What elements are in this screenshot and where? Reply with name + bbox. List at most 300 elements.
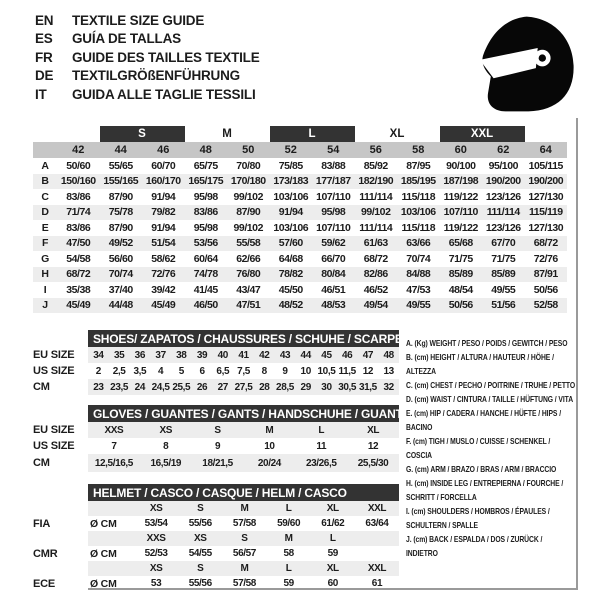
measure-cell: 46/50 [185,298,228,314]
helmet-table-title: HELMET / CASCO / CASQUE / HELM / CASCO [88,484,399,501]
size-label-cell: XL [326,563,339,574]
value-cell: 57/58 [232,578,256,589]
measure-cell: 111/114 [359,221,393,234]
value-cell: 53 [150,578,162,589]
value-cell: 30 [321,381,332,393]
value-cell: 26 [196,381,208,393]
size-label-cell: XXS [146,533,166,544]
language-code: FR [35,49,53,65]
value-cell: 44 [300,349,311,361]
measure-cell: 59/62 [312,236,355,252]
measure-cell: 47/53 [406,283,431,296]
size-number-cell: 50 [227,142,270,158]
measure-cell: 49/55 [491,283,516,296]
legend-item: J. (cm) BACK / ESPALDA / DOS / ZURÜCK / INDIETRO [406,534,543,558]
corner-cell [33,142,57,158]
row-letter: B [33,174,57,190]
gloves-row [33,454,399,472]
measure-cell: 99/102 [233,190,263,203]
measure-cell: 72/76 [533,252,558,265]
value-cell: 43 [279,349,291,361]
measure-cell: 82/86 [355,267,398,283]
gloves-table [33,405,406,472]
size-number-cell: 48 [185,142,228,158]
measure-cell: 72/76 [142,267,185,283]
value-cell: S [214,424,221,436]
value-cell: 3,5 [133,365,147,377]
measure-cell: 187/198 [440,174,483,190]
measure-cell: 66/70 [321,252,346,265]
helmet-size-row [33,531,399,546]
measure-cell: 60/70 [151,159,176,172]
size-label-cell: L [285,503,292,514]
measure-row [33,251,567,267]
measure-cell: 87/90 [227,205,270,221]
legend-item: B. (cm) HEIGHT / ALTURA / HAUTEUR / HÖHE / ALTEZZA [406,352,554,376]
measure-cell: 68/72 [57,267,100,283]
measure-cell: 99/102 [355,205,398,221]
value-cell: 11,5 [338,365,356,377]
measure-cell: 127/130 [528,190,564,203]
size-label-cell: S [197,563,204,574]
measure-cell: 83/88 [321,159,346,172]
measure-cell: 79/82 [142,205,185,221]
value-cell: 27,5 [234,381,253,393]
measure-cell: 71/75 [491,252,516,265]
row-label: CM [33,457,50,469]
measure-cell: 99/102 [233,221,263,234]
measure-cell: 56/60 [108,252,133,265]
value-cell: 13 [383,365,394,377]
value-cell: 39 [196,349,208,361]
legend-item: A. (Kg) WEIGHT / PESO / POIDS / GEWITCH / PESO [406,338,568,348]
measure-cell: 87/95 [406,159,431,172]
size-label-cell: M [240,503,249,514]
value-cell: 12,5/16,5 [94,457,133,469]
row-label: EU SIZE [33,424,75,436]
value-cell: 10,5 [317,365,336,377]
size-group-cell: S [100,126,185,142]
measure-cell: 48/54 [448,283,473,296]
diameter-unit-label: Ø CM [90,547,117,560]
size-group-cell: XL [389,128,405,140]
language-row [35,48,260,67]
value-cell: 59 [283,578,294,589]
measure-cell: 68/72 [363,252,388,265]
value-cell: 8 [261,365,267,377]
value-cell: 10 [264,440,275,452]
value-cell: 54/55 [188,548,212,559]
value-cell: 23 [93,381,104,393]
measure-cell: 50/56 [533,283,558,296]
row-letter: F [33,236,57,252]
value-cell: 27 [217,381,228,393]
row-values [88,546,399,561]
row-label: EU SIZE [33,349,75,361]
value-cell: 45 [321,349,332,361]
certification-label: FIA [33,517,51,530]
measure-cell: 74/78 [185,267,228,283]
size-number-cell: 44 [100,142,143,158]
measure-cell: 83/86 [66,221,91,234]
row-letter: E [41,221,49,234]
measure-cell: 83/86 [185,205,228,221]
value-cell: 28,5 [276,381,294,393]
measure-cell: 115/119 [525,205,568,221]
row-label [33,561,88,576]
measure-cell: 80/84 [312,267,355,283]
size-label-cell: XS [149,563,163,574]
measure-cell: 95/98 [312,205,355,221]
measure-cell: 87/90 [108,221,133,234]
measure-cell: 39/42 [151,283,176,296]
legend-item: G. (cm) ARM / BRAZO / BRAS / ARM / BRACCIO [406,464,557,474]
value-cell: 61 [371,578,383,589]
measure-row [33,236,567,252]
value-cell: XXS [104,424,124,436]
row-letter: C [41,190,49,203]
measure-cell: 44/48 [100,298,143,314]
size-label-cell: M [240,563,249,574]
measure-row [33,205,567,221]
measure-cell: 103/106 [397,205,440,221]
measure-cell: 115/118 [401,190,436,203]
measure-cell: 190/200 [525,174,568,190]
value-cell: M [265,424,274,436]
shoes-row [33,347,399,363]
value-cell: 36 [134,349,145,361]
measure-cell: 107/110 [440,205,483,221]
value-cell: 25,5 [172,381,191,393]
row-label [33,501,88,516]
measure-cell: 91/94 [270,205,313,221]
guide-title: GUÍA DE TALLAS [72,31,181,47]
row-values [88,379,399,395]
value-cell: XS [159,424,173,436]
size-group-row [33,126,567,142]
value-cell: 30,5 [338,381,357,393]
language-row [35,11,260,30]
measure-cell: 87/90 [108,190,133,203]
measure-cell: 119/122 [443,221,478,234]
measure-cell: 103/106 [273,190,309,203]
measure-cell: 60/64 [193,252,218,265]
racing-helmet-icon [467,13,579,116]
value-cell: 9 [282,365,288,377]
size-label-cell: XXL [367,503,387,514]
measure-cell: 75/78 [100,205,143,221]
measure-cell: 64/68 [278,252,303,265]
measure-cell: 107/110 [316,221,351,234]
certification-label: ECE [33,577,56,590]
row-label [33,531,88,546]
value-cell: 5 [178,365,184,377]
measure-cell: 160/170 [142,174,185,190]
row-values [88,561,399,576]
helmet-size-row [33,501,399,516]
row-values [88,422,399,438]
value-cell: 18/21,5 [202,457,233,469]
measure-cell: 67/70 [482,236,525,252]
measure-row [33,189,567,205]
measure-cell: 111/114 [482,205,525,221]
language-code: EN [35,12,54,28]
measure-cell: 76/80 [227,267,270,283]
value-cell: 4 [157,365,164,377]
measure-cell: 58/62 [151,252,176,265]
size-label-cell: S [241,533,248,544]
measure-cell: 47/51 [227,298,270,314]
language-row [35,30,260,49]
gloves-row [33,422,399,438]
value-cell: 24,5 [151,381,170,393]
measure-cell: 90/100 [446,159,476,172]
measure-cell: 49/55 [397,298,440,314]
measure-cell: 177/187 [312,174,355,190]
value-cell: 12 [367,440,379,452]
size-group-cell: L [270,126,355,142]
measure-cell: 70/74 [406,252,431,265]
helmet-size-row [33,561,399,576]
measure-cell: 170/180 [227,174,270,190]
measure-cell: 87/91 [525,267,568,283]
measure-cell: 57/60 [270,236,313,252]
row-letter: I [43,283,47,296]
value-cell: 25,5/30 [357,457,389,469]
value-cell: 23,5 [110,381,129,393]
guide-title: GUIDE DES TAILLES TEXTILE [72,49,260,65]
row-label: US SIZE [33,365,75,377]
measure-cell: 85/89 [440,267,483,283]
measure-cell: 41/45 [193,283,218,296]
legend-item: E. (cm) HIP / CADERA / HANCHE / HÜFTE / HIPS / BACINO [406,408,562,432]
measure-cell: 48/52 [270,298,313,314]
measure-cell: 105/115 [528,159,563,172]
size-label-cell: XL [326,503,339,514]
language-code: ES [35,31,53,47]
measure-cell: 50/56 [440,298,483,314]
measure-cell: 127/130 [528,221,564,234]
shoes-table-title: SHOES/ ZAPATOS / CHAUSSURES / SCHUHE / SCARPE [88,330,399,347]
measure-cell: 91/94 [151,190,176,203]
measure-row [33,267,567,283]
measure-cell: 165/175 [185,174,228,190]
language-row [35,67,260,86]
row-values [88,363,399,379]
measure-cell: 85/89 [482,267,525,283]
measure-cell: 50/60 [66,159,91,172]
measure-row [33,220,567,236]
size-label-cell: S [197,503,204,514]
measure-row [33,282,567,298]
value-cell: 47 [362,349,374,361]
measure-cell: 45/49 [57,298,100,314]
guide-title: GUIDA ALLE TAGLIE TESSILI [72,86,256,102]
measure-cell: 53/56 [185,236,228,252]
page-border-right [576,118,578,588]
measure-cell: 43/47 [236,283,261,296]
value-cell: 40 [217,349,228,361]
measure-cell: 78/82 [270,267,313,283]
measure-cell: 95/98 [193,190,218,203]
size-label-cell: XS [193,533,207,544]
measure-cell: 37/40 [108,283,133,296]
value-cell: 53/54 [144,518,168,529]
measure-cell: 75/85 [278,159,303,172]
size-number-cell: 46 [142,142,185,158]
value-cell: 31,5 [358,381,377,393]
value-cell: 56/57 [232,548,256,559]
measure-cell: 46/51 [321,283,346,296]
measure-cell: 49/52 [100,236,143,252]
shoes-table [33,330,403,395]
measure-cell: 63/66 [397,236,440,252]
legend-item: H. (cm) INSIDE LEG / ENTREPIERNA / FOURCHE / SCHRITT / FORCELLA [406,478,564,502]
value-cell: 11 [316,440,327,452]
row-letter: D [33,205,57,221]
measure-cell: 45/49 [142,298,185,314]
gloves-table-title: GLOVES / GUANTES / GANTS / HANDSCHUHE / GUANTI [88,405,399,422]
guide-title: TEXTILGRÖßENFÜHRUNG [72,68,240,84]
spacer [33,472,399,484]
value-cell: 24 [134,381,145,393]
measure-cell: 65/68 [440,236,483,252]
shoes-row [33,379,399,395]
measure-cell: 61/63 [355,236,398,252]
size-number-cell: 60 [440,142,483,158]
size-number-cell: 52 [270,142,313,158]
measure-cell: 95/100 [488,159,518,172]
size-label-cell: L [285,563,292,574]
value-cell: 52/53 [144,548,168,559]
value-cell: 41 [238,349,249,361]
value-cell: 7,5 [237,365,250,377]
size-label-cell: L [329,533,336,544]
measure-cell: 123/126 [485,190,521,203]
measure-cell: 52/58 [525,298,568,314]
legend-item: D. (cm) WAIST / CINTURA / TAILLE / HÜFTUNG / VITA [406,394,574,404]
helmet-value-row [33,516,399,531]
measure-row [33,174,567,190]
legend-item: I. (cm) SHOULDERS / HOMBROS / ÉPAULES / SCHULTERN / SPALLE [406,506,550,530]
measure-row [33,298,567,314]
value-cell: 29 [300,381,311,393]
value-cell: 10 [300,365,311,377]
value-cell: 20/24 [257,457,281,469]
value-cell: 48 [383,349,394,361]
measure-cell: 119/122 [443,190,478,203]
value-cell: 61/62 [321,518,345,529]
size-label-cell: M [284,533,293,544]
row-letter: J [33,298,57,314]
measure-cell: 46/52 [363,283,388,296]
measurement-legend [406,336,576,560]
size-number-cell: 54 [312,142,355,158]
size-number-row [33,142,567,158]
size-number-cell: 56 [355,142,398,158]
value-cell: 55/56 [188,578,212,589]
value-cell: 2 [95,365,101,377]
measure-cell: 185/195 [397,174,440,190]
value-cell: 42 [259,349,270,361]
measure-cell: 70/80 [236,159,261,172]
row-values [88,454,399,472]
value-cell: 6,5 [216,365,230,377]
language-title-list [35,11,260,104]
size-number-cell: 42 [57,142,100,158]
size-group-cell [525,126,568,142]
measure-cell: 155/165 [100,174,143,190]
language-row [35,85,260,104]
measure-cell: 115/118 [401,221,436,234]
language-code: IT [35,86,47,102]
measure-cell: 83/86 [66,190,91,203]
measure-cell: 54/58 [66,252,91,265]
size-group-cell: XXL [440,126,525,142]
measure-cell: 95/98 [193,221,218,234]
measure-cell: 84/88 [397,267,440,283]
value-cell: 55/56 [188,518,212,529]
value-cell: 34 [93,349,104,361]
measure-cell: 47/50 [57,236,100,252]
measure-cell: 111/114 [359,190,393,203]
value-cell: 2,5 [112,365,126,377]
measure-cell: 51/56 [482,298,525,314]
measure-cell: 71/75 [448,252,473,265]
size-number-cell: 64 [525,142,568,158]
value-cell: 46 [342,349,353,361]
row-label: US SIZE [33,440,75,452]
value-cell: 28 [259,381,270,393]
helmet-value-row [33,576,399,591]
value-cell: 63/64 [365,518,389,529]
value-cell: XL [367,424,380,436]
lower-tables [33,330,406,591]
value-cell: L [318,424,325,436]
value-cell: 60 [327,578,338,589]
measure-cell: 85/92 [363,159,388,172]
row-values [88,531,399,546]
gloves-row [33,438,399,454]
certification-label: CMR [33,547,58,560]
measure-cell: 190/200 [482,174,525,190]
shoes-row [33,363,399,379]
measure-cell: 182/190 [355,174,398,190]
guide-title: TEXTILE SIZE GUIDE [72,12,205,28]
size-label-cell: XXL [367,563,387,574]
row-letter: H [33,267,57,283]
value-cell: 7 [111,440,117,452]
measure-cell: 150/160 [57,174,100,190]
measure-cell: 65/75 [193,159,218,172]
measure-cell: 48/53 [312,298,355,314]
measure-cell: 45/50 [278,283,303,296]
value-cell: 6 [199,365,205,377]
language-code: DE [35,68,54,84]
measure-cell: 55/65 [108,159,133,172]
size-group-cell: M [222,128,232,140]
value-cell: 23/26,5 [305,457,337,469]
measure-cell: 51/54 [142,236,185,252]
measure-cell: 35/38 [66,283,91,296]
measure-cell: 70/74 [100,267,143,283]
diameter-unit-label: Ø CM [90,577,117,590]
value-cell: 35 [113,349,125,361]
row-letter: G [41,252,49,265]
measure-cell: 107/110 [316,190,351,203]
measure-cell: 91/94 [151,221,176,234]
value-cell: 57/58 [232,518,256,529]
